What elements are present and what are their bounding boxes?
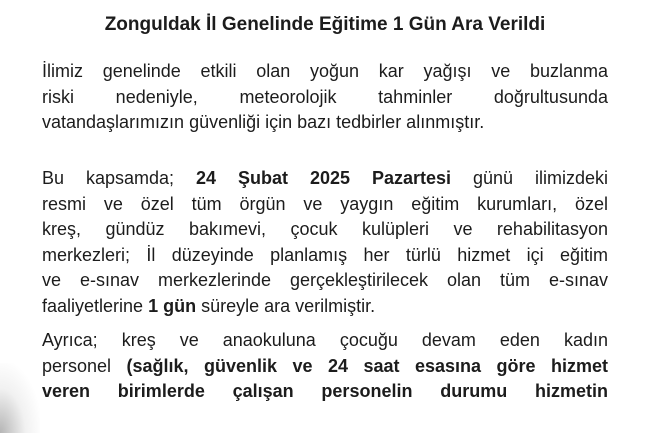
paragraph-weather-notice	[42, 59, 608, 136]
text-segment: personel	[42, 355, 127, 376]
text-segment: süreyle ara verilmiştir.	[196, 295, 376, 316]
text-segment: günü ilimizdeki	[451, 168, 608, 188]
document-title: Zonguldak İl Genelinde Eğitime 1 Gün Ara Verildi	[104, 14, 546, 35]
closure-duration: 1 gün	[148, 295, 197, 316]
paragraph-line: İlimiz genelinde etkili olan yoğun kar yağışı ve buzlanma	[42, 61, 608, 81]
paragraph-line	[42, 354, 608, 380]
paragraph-school-closure	[42, 166, 608, 320]
paragraph-line: riski nedeniyle, meteorolojik tahminler doğrultusunda	[42, 86, 608, 107]
paragraph-line: vatandaşlarımızın güvenliği için bazı tedbirler alınmıştır.	[42, 112, 485, 133]
paragraph-line: merkezleri; İl düzeyinde planlamış her türlü hizmet içi eğitim	[42, 244, 608, 265]
text-segment-bold: (sağlık, güvenlik ve 24 saat esasına göre hizmet	[126, 355, 608, 376]
paragraph-line	[42, 294, 608, 320]
paragraph-line: ve e-sınav merkezlerinde gerçekleştirilecek olan tüm e-sınav	[42, 270, 608, 291]
closure-date: 24 Şubat 2025 Pazartesi	[196, 168, 452, 188]
text-segment: faaliyetlerine	[42, 295, 149, 316]
text-segment-bold: veren birimlerde çalışan personelin durumu hizmetin	[42, 381, 608, 402]
page-edge-shadow	[0, 363, 40, 433]
paragraph-line: kreş, gündüz bakımevi, çocuk kulüpleri ve rehabilitasyon	[42, 219, 608, 240]
text-segment: Bu kapsamda;	[42, 168, 196, 188]
paragraph-line	[42, 379, 608, 405]
paragraph-line: Ayrıca; kreş ve anaokuluna çocuğu devam eden kadın	[42, 330, 608, 350]
paragraph-line: resmi ve özel tüm örgün ve yaygın eğitim kurumları, özel	[42, 193, 608, 214]
paragraph-line	[42, 166, 608, 192]
paragraph-staff-leave	[42, 328, 608, 405]
